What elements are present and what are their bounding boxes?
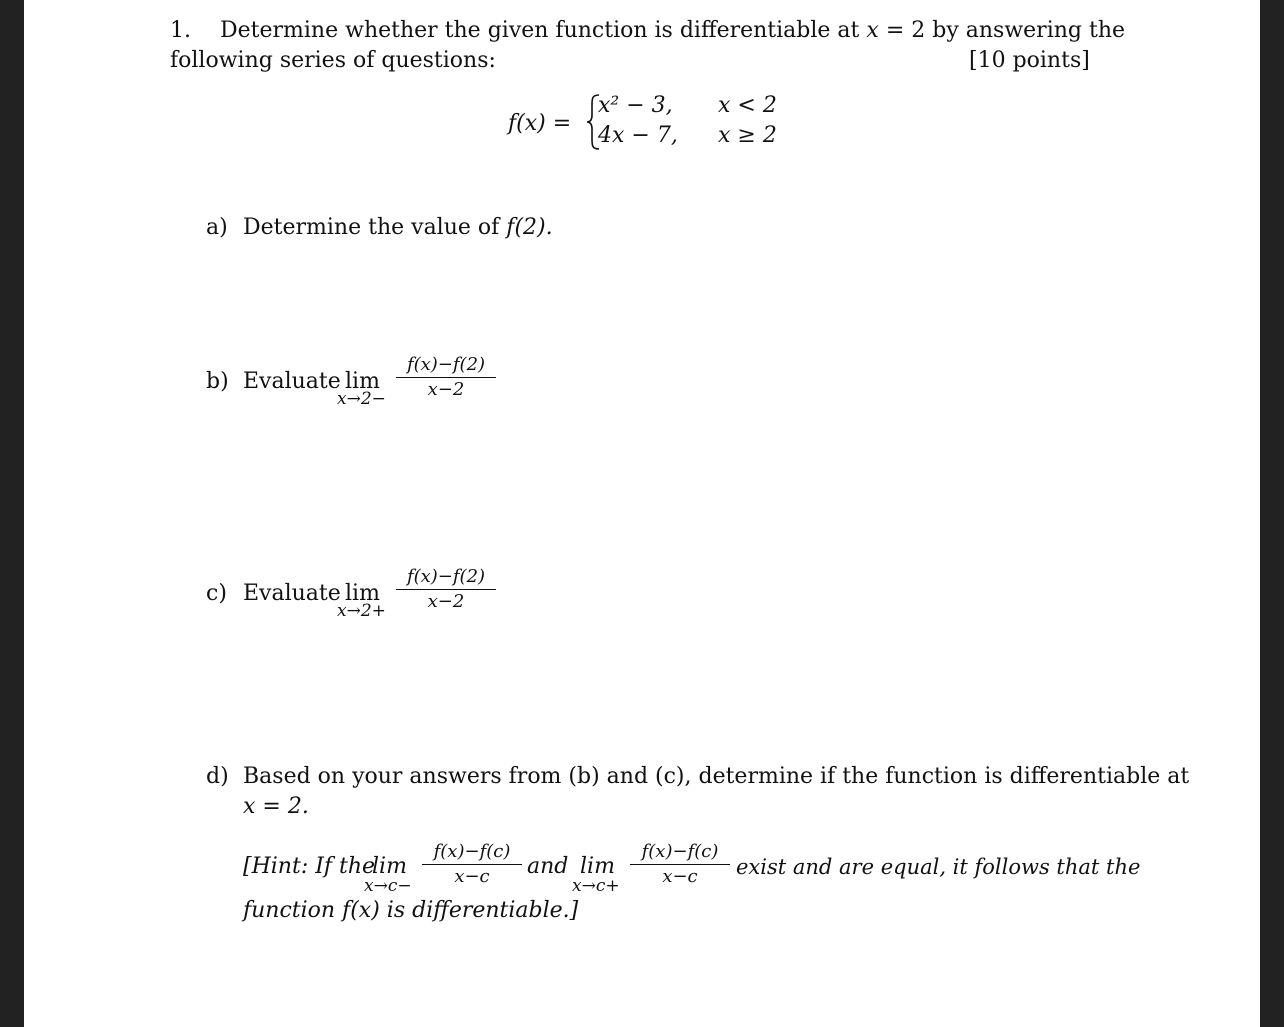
function-lhs: f(x) = xyxy=(508,111,572,136)
problem-stem-line1 xyxy=(220,18,1125,44)
problem-stem-line2: following series of questions: xyxy=(170,48,496,73)
part-c-lim: lim xyxy=(345,581,380,606)
stem-equals: = 2 xyxy=(885,18,926,43)
document-page xyxy=(24,0,1260,1027)
part-b-fraction xyxy=(396,354,496,401)
hint-lim-1-subscript: x→c− xyxy=(364,876,412,896)
hint-denominator-2: x−c xyxy=(662,866,698,887)
problem-number: 1. xyxy=(170,18,191,43)
hint-lim-1: lim xyxy=(372,854,407,879)
case1-expression: x² − 3, xyxy=(598,93,673,118)
hint-end: exist and are equal, it follows that the xyxy=(736,855,1141,879)
part-b-lim: lim xyxy=(345,369,380,394)
part-a-prompt: Determine the value of xyxy=(243,215,500,240)
hint-fraction-bar-2 xyxy=(630,864,730,865)
part-d-label: d) xyxy=(206,764,229,789)
part-a-label: a) xyxy=(206,215,228,240)
part-b-numerator: f(x)−f(2) xyxy=(406,354,486,375)
part-c-numerator: f(x)−f(2) xyxy=(406,566,486,587)
part-d-line2: x = 2. xyxy=(243,794,309,819)
part-c-label: c) xyxy=(206,581,227,606)
part-c-denominator: x−2 xyxy=(427,591,465,612)
case2-condition: x ≥ 2 xyxy=(718,123,777,148)
stem-end: by answering the xyxy=(932,18,1126,43)
hint-denominator-1: x−c xyxy=(454,866,490,887)
stem-variable: x xyxy=(866,18,879,43)
part-c-lim-subscript: x→2+ xyxy=(337,601,386,621)
part-b-label: b) xyxy=(206,369,229,394)
part-b-fraction-bar xyxy=(396,377,496,378)
hint-fraction-1 xyxy=(422,841,522,888)
part-c-text: Evaluate xyxy=(243,581,341,606)
hint-fraction-2 xyxy=(630,841,730,888)
hint-fraction-bar-1 xyxy=(422,864,522,865)
part-d-line1: Based on your answers from (b) and (c), determine if the function is differentiable at xyxy=(243,764,1190,789)
part-a-text xyxy=(243,215,553,241)
stem-text: Determine whether the given function is differentiable at xyxy=(220,18,860,43)
case2-expression: 4x − 7, xyxy=(598,123,678,148)
part-b-text: Evaluate xyxy=(243,369,341,394)
part-c-fraction xyxy=(396,566,496,613)
part-a-math: f(2). xyxy=(506,215,553,240)
points-label: [10 points] xyxy=(969,48,1090,73)
hint-numerator-1: f(x)−f(c) xyxy=(433,841,511,862)
part-c-fraction-bar xyxy=(396,589,496,590)
hint-and: and xyxy=(527,854,569,879)
part-b-denominator: x−2 xyxy=(427,379,465,400)
hint-lim-2-subscript: x→c+ xyxy=(572,876,620,896)
hint-lim-2: lim xyxy=(580,854,615,879)
case1-condition: x < 2 xyxy=(718,93,777,118)
hint-numerator-2: f(x)−f(c) xyxy=(641,841,719,862)
part-b-lim-subscript: x→2− xyxy=(337,389,386,409)
hint-line2: function f(x) is differentiable.] xyxy=(243,898,579,923)
hint-start: [Hint: If the xyxy=(243,854,376,879)
